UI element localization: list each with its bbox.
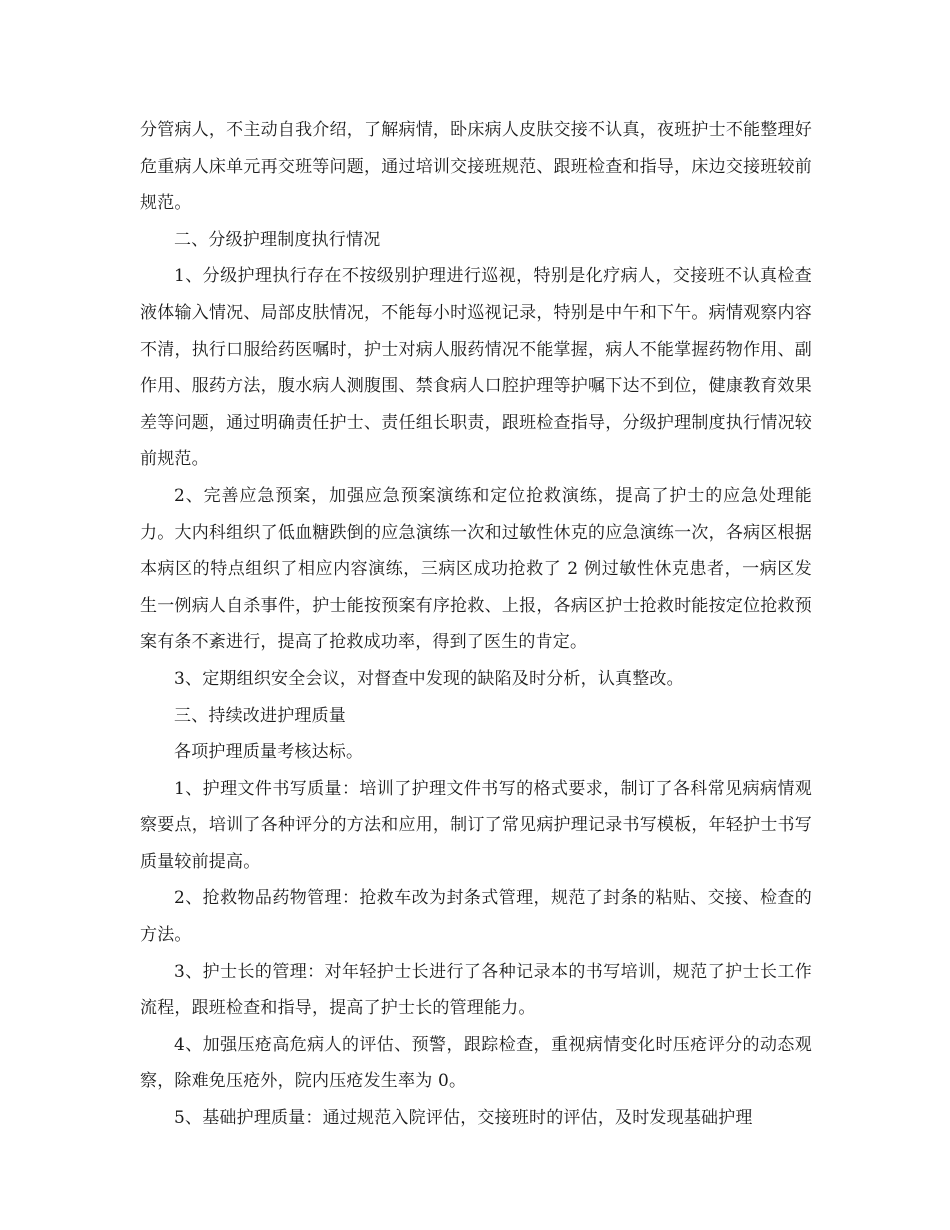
paragraph-2-3: 3、定期组织安全会议，对督查中发现的缺陷及时分析，认真整改。 — [174, 668, 684, 689]
paragraph-2-2: 2、完善应急预案，加强应急预案演练和定位抢救演练，提高了护士的应急处理能力。大内科组织了低血糖跌倒的应急演练一次和过敏性休克的应急演练一次，各病区根据本病区的特点组织了相应内容演练，三病区成功抢救了 2 例过敏性休克患者，一病区发生一例病人自杀事件，护士能按预案有序抢救、上报，各病区护士抢救时能按定位抢救预案有条不紊进行，提高了抢救成功率，得到了医生的肯定。 — [140, 485, 812, 653]
paragraph-3-1: 1、护理文件书写质量：培训了护理文件书写的格式要求，制订了各科常见病病情观察要点，培训了各种评分的方法和应用，制订了常见病护理记录书写模板，年轻护士书写质量较前提高。 — [140, 778, 812, 872]
section-heading-2: 二、分级护理制度执行情况 — [174, 229, 381, 250]
paragraph-3-2: 2、抢救物品药物管理：抢救车改为封条式管理，规范了封条的粘贴、交接、检查的方法。 — [140, 888, 812, 946]
document-page — [140, 112, 812, 1137]
paragraph-2-1: 1、分级护理执行存在不按级别护理进行巡视，特别是化疗病人，交接班不认真检查液体输入情况、局部皮肤情况，不能每小时巡视记录，特别是中午和下午。病情观察内容不清，执行口服给药医嘱时，护士对病人服药情况不能掌握，病人不能掌握药物作用、副作用、服药方法，腹水病人测腹围、禁食病人口腔护理等护嘱下达不到位，健康教育效果差等问题，通过明确责任护士、责任组长职责，跟班检查指导，分级护理制度执行情况较前规范。 — [140, 266, 812, 470]
paragraph-3-intro: 各项护理质量考核达标。 — [174, 742, 364, 763]
paragraph-intro-continuation: 分管病人，不主动自我介绍，了解病情，卧床病人皮肤交接不认真，夜班护士不能整理好危重病人床单元再交班等问题，通过培训交接班规范、跟班检查和指导，床边交接班较前规范。 — [140, 120, 812, 214]
paragraph-3-3: 3、护士长的管理：对年轻护士长进行了各种记录本的书写培训，规范了护士长工作流程，跟班检查和指导，提高了护士长的管理能力。 — [140, 961, 812, 1019]
paragraph-3-5: 5、基础护理质量：通过规范入院评估，交接班时的评估，及时发现基础护理 — [174, 1108, 753, 1129]
section-heading-3: 三、持续改进护理质量 — [174, 705, 346, 726]
paragraph-3-4: 4、加强压疮高危病人的评估、预警，跟踪检查，重视病情变化时压疮评分的动态观察，除难免压疮外，院内压疮发生率为 0。 — [140, 1034, 812, 1092]
